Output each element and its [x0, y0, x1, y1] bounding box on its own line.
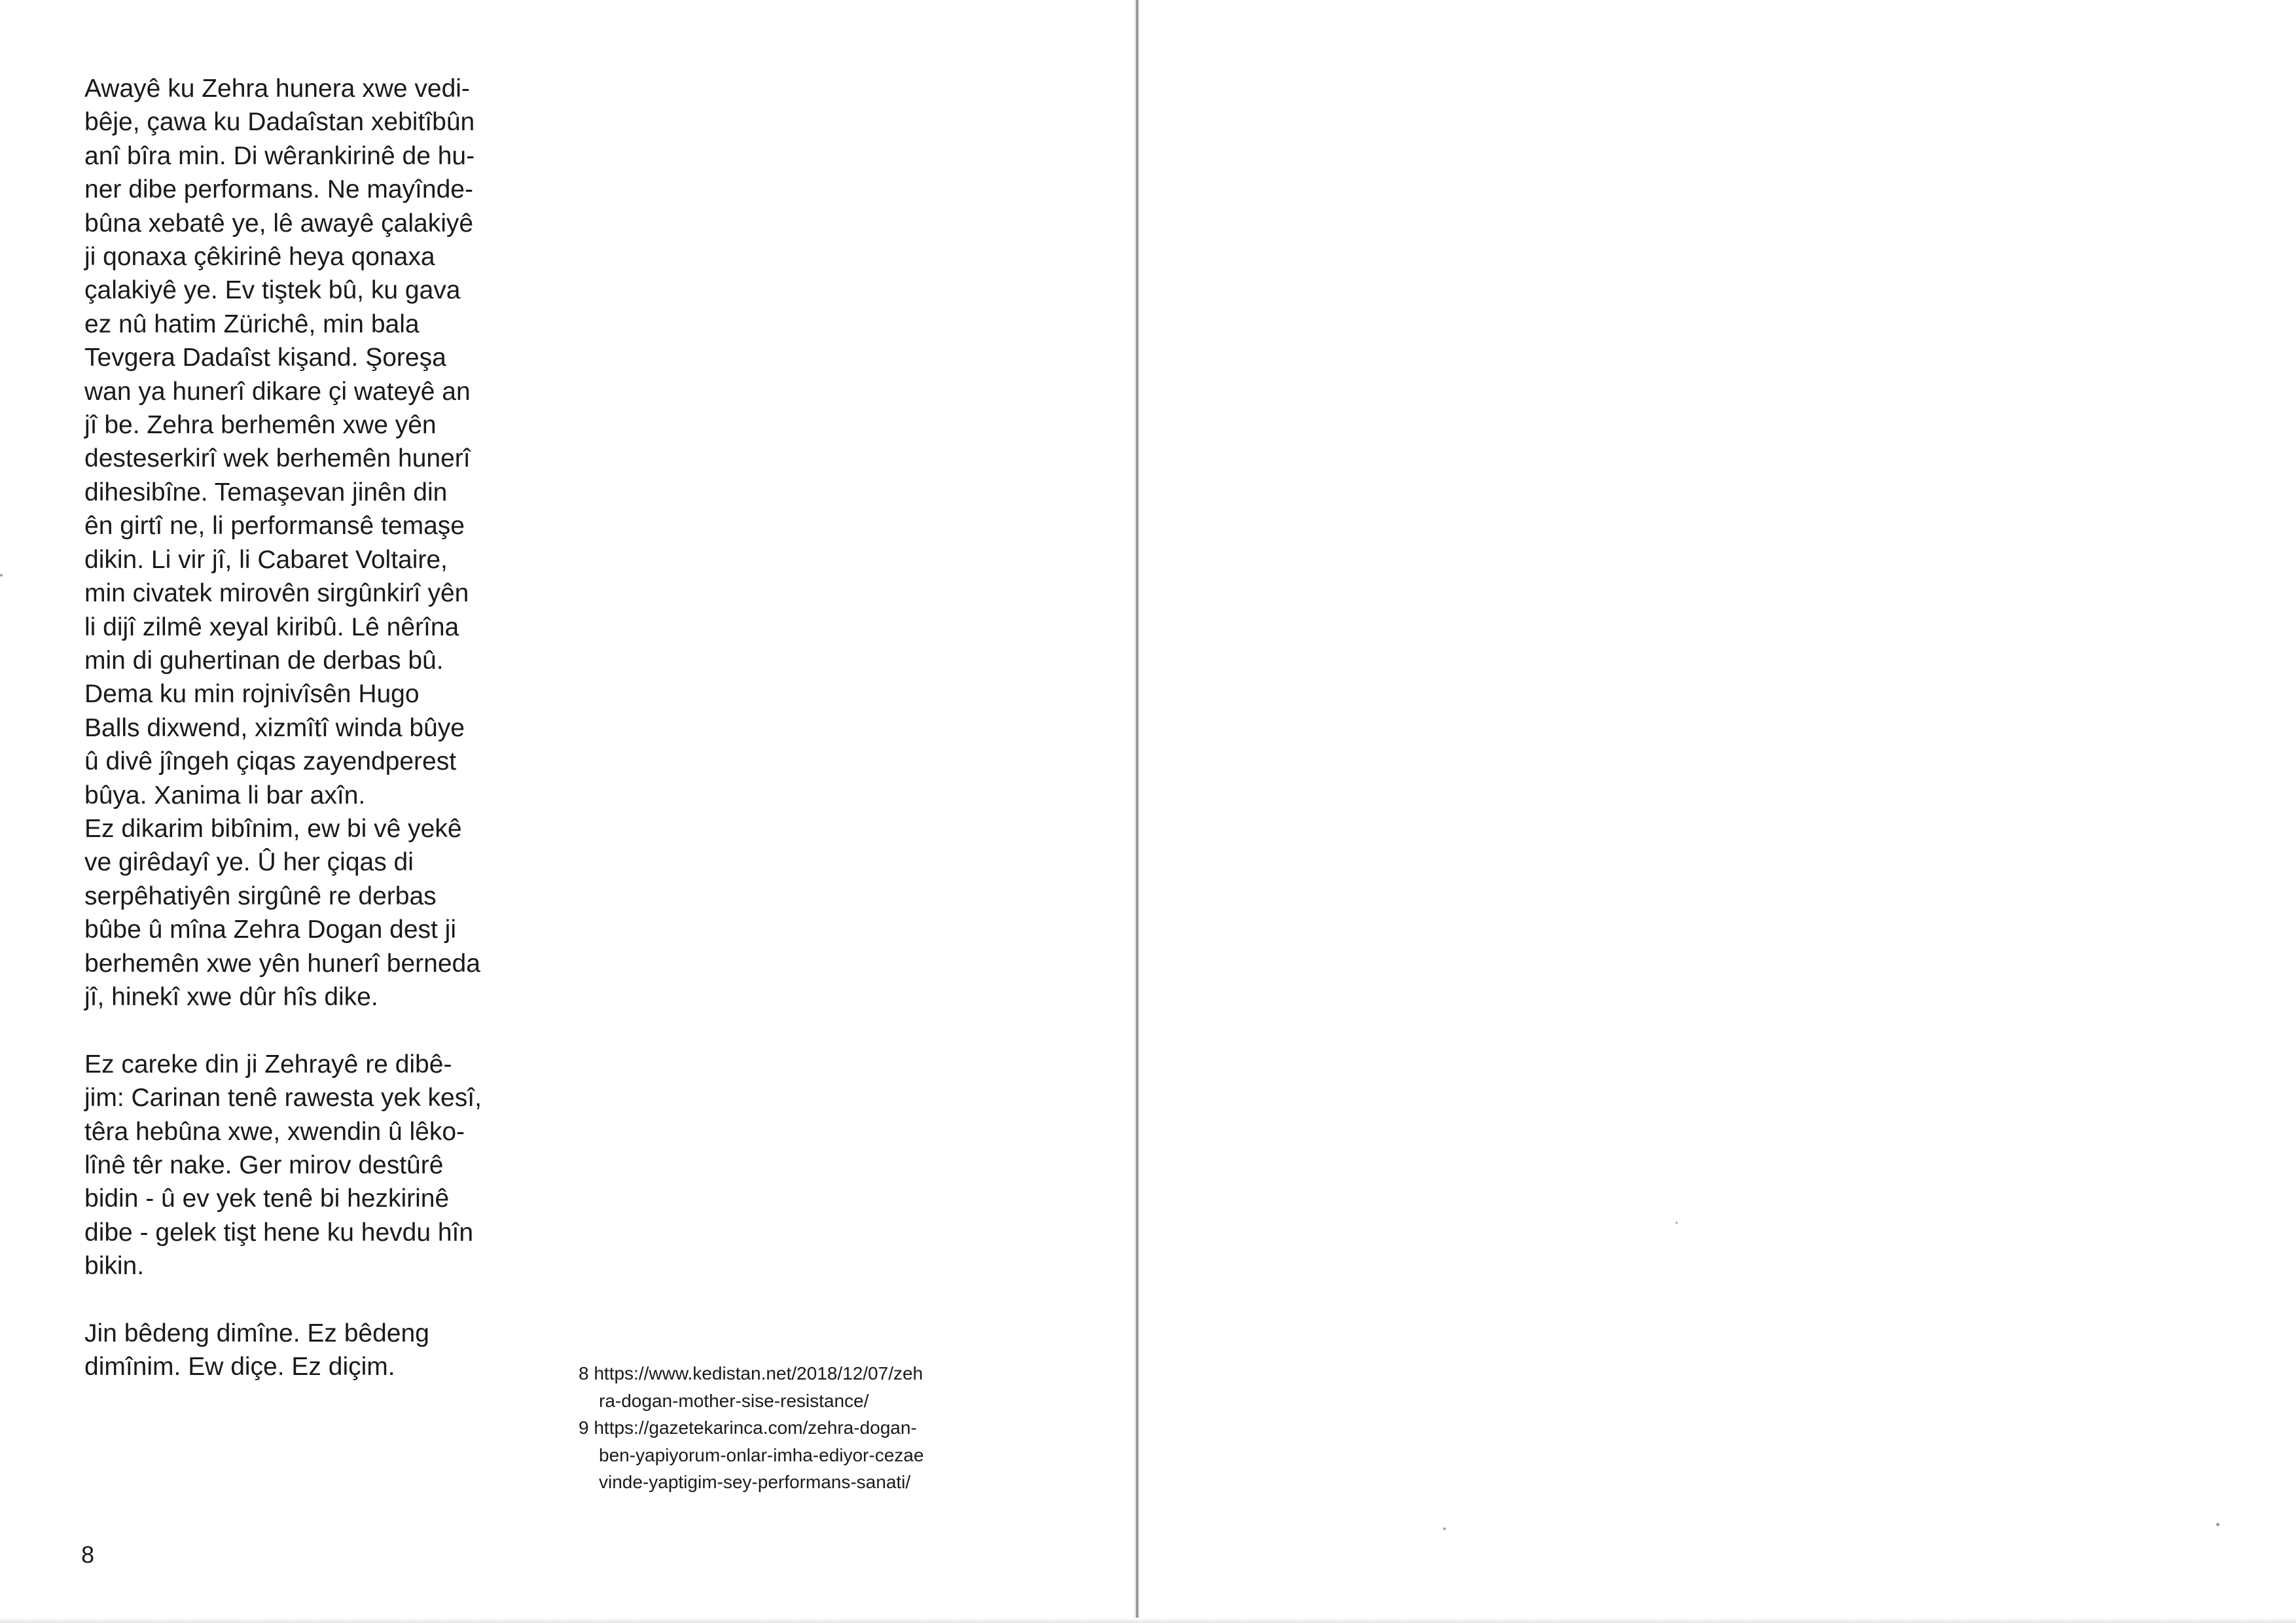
text-line: bêje, çawa ku Dadaîstan xebitîbûn [84, 108, 475, 137]
footnote-line: 9 https://gazetekarinca.com/zehra-dogan- [579, 1418, 917, 1438]
text-line: Tevgera Dadaîst kişand. Şoreşa [84, 344, 446, 372]
text-line: ner dibe performans. Ne mayînde- [84, 175, 473, 204]
text-line: Ez dikarim bibînim, ew bi vê yekê [84, 814, 462, 843]
text-line: bûbe û mîna Zehra Dogan dest ji [84, 916, 457, 944]
text-line: Dema ku min rojnivîsên Hugo [84, 680, 420, 709]
text-line: berhemên xwe yên hunerî berneda [84, 949, 480, 978]
paragraph-gap [84, 1283, 543, 1317]
text-line: lînê têr nake. Ger mirov destûrê [84, 1150, 444, 1179]
right-page [1139, 0, 2296, 1623]
text-line: têra hebûna xwe, xwendin û lêko- [84, 1117, 465, 1146]
text-line: Ez careke din ji Zehrayê re dibê- [84, 1050, 452, 1079]
text-line: bûya. Xanima li bar axîn. [84, 781, 366, 810]
paragraph [84, 72, 543, 1014]
page-bottom-edge [0, 1618, 2296, 1623]
body-text [84, 72, 543, 1384]
footnote-line: ra-dogan-mother-sise-resistance/ [599, 1390, 869, 1411]
text-line: çalakiyê ye. Ev tiştek bû, ku gava [84, 276, 461, 305]
scan-speck [0, 574, 3, 577]
text-line: min civatek mirovên sirgûnkirî yên [84, 579, 469, 608]
scan-speck [1443, 1527, 1446, 1530]
text-line: desteserkirî wek berhemên hunerî [84, 444, 471, 473]
text-line: ên girtî ne, li performansê temaşe [84, 512, 465, 541]
text-line: li dijî zilmê xeyal kiribû. Lê nêrîna [84, 613, 459, 641]
text-line: bidin - û ev yek tenê bi hezkirinê [84, 1185, 450, 1213]
text-line: Jin bêdeng dimîne. Ez bêdeng [84, 1319, 429, 1347]
paragraph [84, 1317, 543, 1384]
text-line: dibe - gelek tişt hene ku hevdu hîn [84, 1218, 474, 1247]
page-number-left: 8 [81, 1541, 95, 1568]
footnote-line: ben-yapiyorum-onlar-imha-ediyor-cezae [599, 1444, 924, 1465]
text-line: bikin. [84, 1252, 145, 1281]
paragraph-gap [84, 1014, 543, 1047]
footnotes [579, 1360, 1076, 1496]
book-gutter [1134, 0, 1139, 1623]
text-line: dihesibîne. Temaşevan jinên din [84, 478, 448, 507]
text-line: jî, hinekî xwe dûr hîs dike. [84, 982, 378, 1011]
text-line: wan ya hunerî dikare çi wateyê an [84, 377, 471, 406]
scan-speck [1676, 1222, 1677, 1224]
paragraph [84, 1048, 543, 1283]
footnote [579, 1360, 1076, 1414]
text-line: anî bîra min. Di wêrankirinê de hu- [84, 141, 475, 170]
text-line: Awayê ku Zehra hunera xwe vedi- [84, 75, 470, 103]
text-line: ve girêdayî ye. Û her çiqas di [84, 848, 414, 877]
scan-speck [2216, 1523, 2219, 1526]
text-line: Balls dixwend, xizmîtî winda bûye [84, 713, 465, 742]
footnote-line: 8 https://www.kedistan.net/2018/12/07/zeh [579, 1363, 924, 1383]
text-line: dimînim. Ew diçe. Ez diçim. [84, 1353, 395, 1382]
text-line: û divê jîngeh çiqas zayendperest [84, 747, 457, 776]
text-line: ji qonaxa çêkirinê heya qonaxa [84, 243, 435, 272]
left-page [0, 0, 1137, 1623]
footnote-line: vinde-yaptigim-sey-performans-sanati/ [599, 1472, 911, 1492]
text-line: serpêhatiyên sirgûnê re derbas [84, 882, 437, 910]
text-line: jî be. Zehra berhemên xwe yên [84, 411, 437, 440]
text-line: ez nû hatim Zürichê, min bala [84, 310, 420, 338]
text-line: dikin. Li vir jî, li Cabaret Voltaire, [84, 545, 448, 574]
text-line: bûna xebatê ye, lê awayê çalakiyê [84, 209, 474, 238]
footnote [579, 1414, 1076, 1496]
text-line: jim: Carinan tenê rawesta yek kesî, [84, 1084, 482, 1113]
text-line: min di guhertinan de derbas bû. [84, 646, 444, 675]
